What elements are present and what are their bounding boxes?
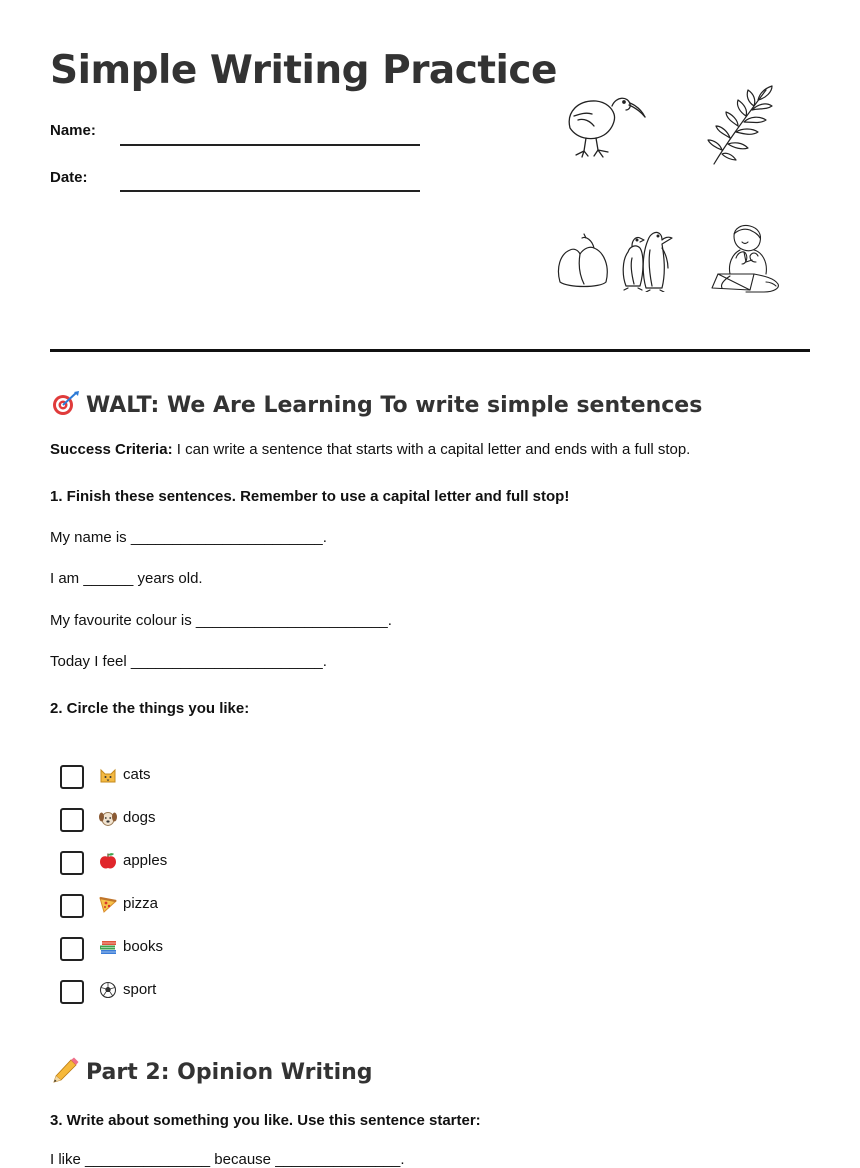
child-reading-illustration — [706, 222, 786, 298]
like-label-pizza: pizza — [123, 895, 159, 912]
soccer-ball-icon — [98, 981, 118, 999]
like-label-dogs: dogs — [123, 809, 156, 826]
list-item — [60, 893, 360, 936]
date-write-line[interactable] — [120, 190, 420, 192]
checkbox-apples[interactable] — [60, 851, 84, 875]
question-2-prompt: 2. Circle the things you like: — [50, 700, 250, 717]
pizza-icon — [98, 895, 118, 913]
checkbox-books[interactable] — [60, 937, 84, 961]
likes-checklist — [60, 764, 360, 1022]
list-item — [60, 936, 360, 979]
walt-heading — [50, 390, 702, 418]
apple-icon — [98, 852, 118, 870]
name-field — [50, 122, 96, 139]
like-label-apples: apples — [123, 852, 168, 869]
sentence-feeling[interactable]: Today I feel _______________________. — [50, 653, 327, 670]
like-label-sport: sport — [123, 981, 157, 998]
penguins-illustration — [554, 224, 678, 292]
checkbox-sport[interactable] — [60, 980, 84, 1004]
checkbox-pizza[interactable] — [60, 894, 84, 918]
header-divider — [50, 349, 810, 352]
date-label: Date: — [50, 169, 88, 186]
date-field — [50, 169, 88, 186]
dog-face-icon — [98, 809, 118, 827]
question-1-prompt: 1. Finish these sentences. Remember to use a capital letter and full stop! — [50, 488, 570, 505]
kiwi-bird-illustration — [556, 88, 646, 160]
page-title: Simple Writing Practice — [50, 48, 557, 93]
walt-heading-text: WALT: We Are Learning To write simple sentences — [86, 393, 703, 418]
checkbox-dogs[interactable] — [60, 808, 84, 832]
list-item — [60, 764, 360, 807]
sentence-name[interactable]: My name is _______________________. — [50, 529, 327, 546]
like-label-books: books — [123, 938, 164, 955]
fern-branch-illustration — [704, 82, 780, 168]
list-item — [60, 979, 360, 1022]
part-2-heading — [50, 1057, 373, 1085]
question-3-prompt: 3. Write about something you like. Use this sentence starter: — [50, 1112, 481, 1129]
sentence-starter[interactable]: I like _______________ because _______________. — [50, 1151, 405, 1168]
cat-face-icon — [98, 766, 118, 784]
part-2-heading-text: Part 2: Opinion Writing — [86, 1060, 373, 1085]
books-icon — [98, 938, 118, 956]
sentence-colour[interactable]: My favourite colour is _______________________. — [50, 612, 392, 629]
pencil-icon — [50, 1057, 80, 1083]
list-item — [60, 807, 360, 850]
name-write-line[interactable] — [120, 144, 420, 146]
success-criteria-text: I can write a sentence that starts with a capital letter and ends with a full stop. — [176, 441, 691, 458]
target-dart-icon — [50, 390, 80, 416]
sentence-age[interactable]: I am ______ years old. — [50, 570, 203, 587]
list-item — [60, 850, 360, 893]
success-criteria-label: Success Criteria: — [50, 441, 173, 458]
name-label: Name: — [50, 122, 96, 139]
like-label-cats: cats — [123, 766, 151, 783]
success-criteria — [50, 441, 690, 458]
checkbox-cats[interactable] — [60, 765, 84, 789]
